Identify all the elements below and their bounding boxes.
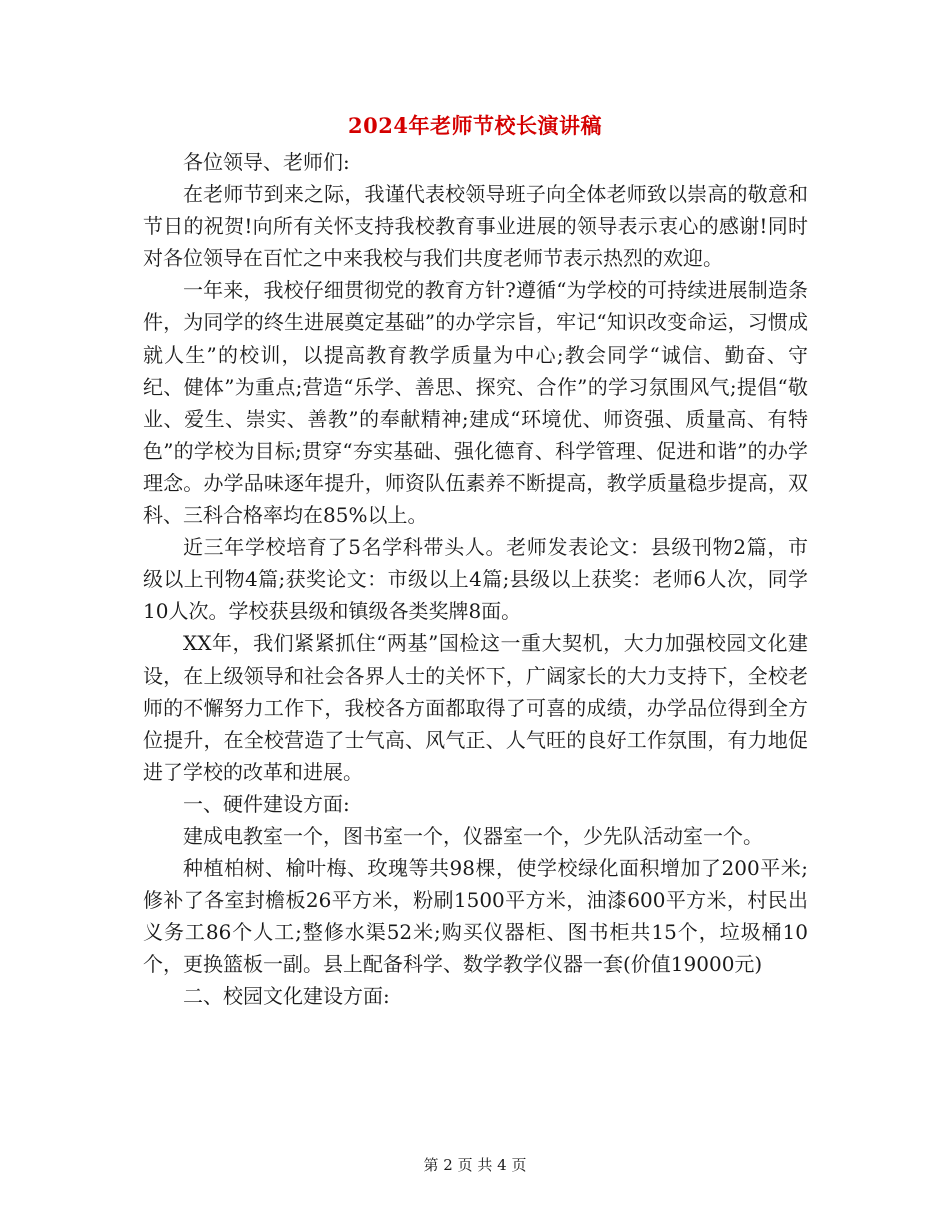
paragraph-achievements: 一年来，我校仔细贯彻党的教育方针?遵循“为学校的可持续进展制造条件，为同学的终生进展奠定基础”的办学宗旨，牢记“知识改变命运，习惯成就人生”的校训，以提高教育教学质量为中心;教会同学“诚信、勤奋、守纪、健体”为重点;营造“乐学、善思、探究、合作”的学习氛围风气;提倡“敬业、爱生、崇实、善教”的奉献精神;建成“环境优、师资强、质量高、有特色”的学校为目标;贯穿“夯实基础、强化德育、科学管理、促进和谐”的办学理念。办学品味逐年提升，师资队伍素养不断提高，教学质量稳步提高，双科、三科合格率均在85%以上。	[143, 278, 808, 528]
paragraph-greening: 种植柏树、榆叶梅、玫瑰等共98棵，使学校绿化面积增加了200平米;修补了各室封檐板26平方米，粉刷1500平方米，油漆600平方米，村民出义务工86个人工;整修水渠52米;购买仪器柜、图书柜共15个，垃圾桶10个，更换篮板一副。县上配备科学、数学教学仪器一套(价值19000元)	[143, 856, 808, 977]
paragraph-rooms: 建成电教室一个，图书室一个，仪器室一个，少先队活动室一个。	[183, 823, 763, 848]
salutation: 各位领导、老师们:	[183, 150, 350, 174]
document-body	[143, 146, 808, 1013]
document-title: 2024年老师节校长演讲稿	[348, 113, 602, 138]
section-heading-culture: 二、校园文化建设方面:	[183, 984, 390, 1009]
section-heading-hardware: 一、硬件建设方面:	[183, 791, 350, 816]
page-footer: 第 2 页 共 4 页	[423, 1156, 527, 1174]
paragraph-campus-culture: XX年，我们紧紧抓住“两基”国检这一重大契机，大力加强校园文化建设，在上级领导和社会各界人士的关怀下，广阔家长的大力支持下，全校老师的不懈努力工作下，我校各方面都取得了可喜的成绩，办学品位得到全方位提升，在全校营造了士气高、风气正、人气旺的良好工作氛围，有力地促进了学校的改革和进展。	[143, 631, 808, 784]
paragraph-teachers: 近三年学校培育了5名学科带头人。老师发表论文：县级刊物2篇，市级以上刊物4篇;获奖论文：市级以上4篇;县级以上获奖：老师6人次，同学10人次。学校获县级和镇级各类奖牌8面。	[143, 535, 808, 624]
paragraph-greeting: 在老师节到来之际，我谨代表校领导班子向全体老师致以崇高的敬意和节日的祝贺!向所有关怀支持我校教育事业进展的领导表示衷心的感谢!同时对各位领导在百忙之中来我校与我们共度老师节表示热烈的欢迎。	[143, 182, 808, 271]
